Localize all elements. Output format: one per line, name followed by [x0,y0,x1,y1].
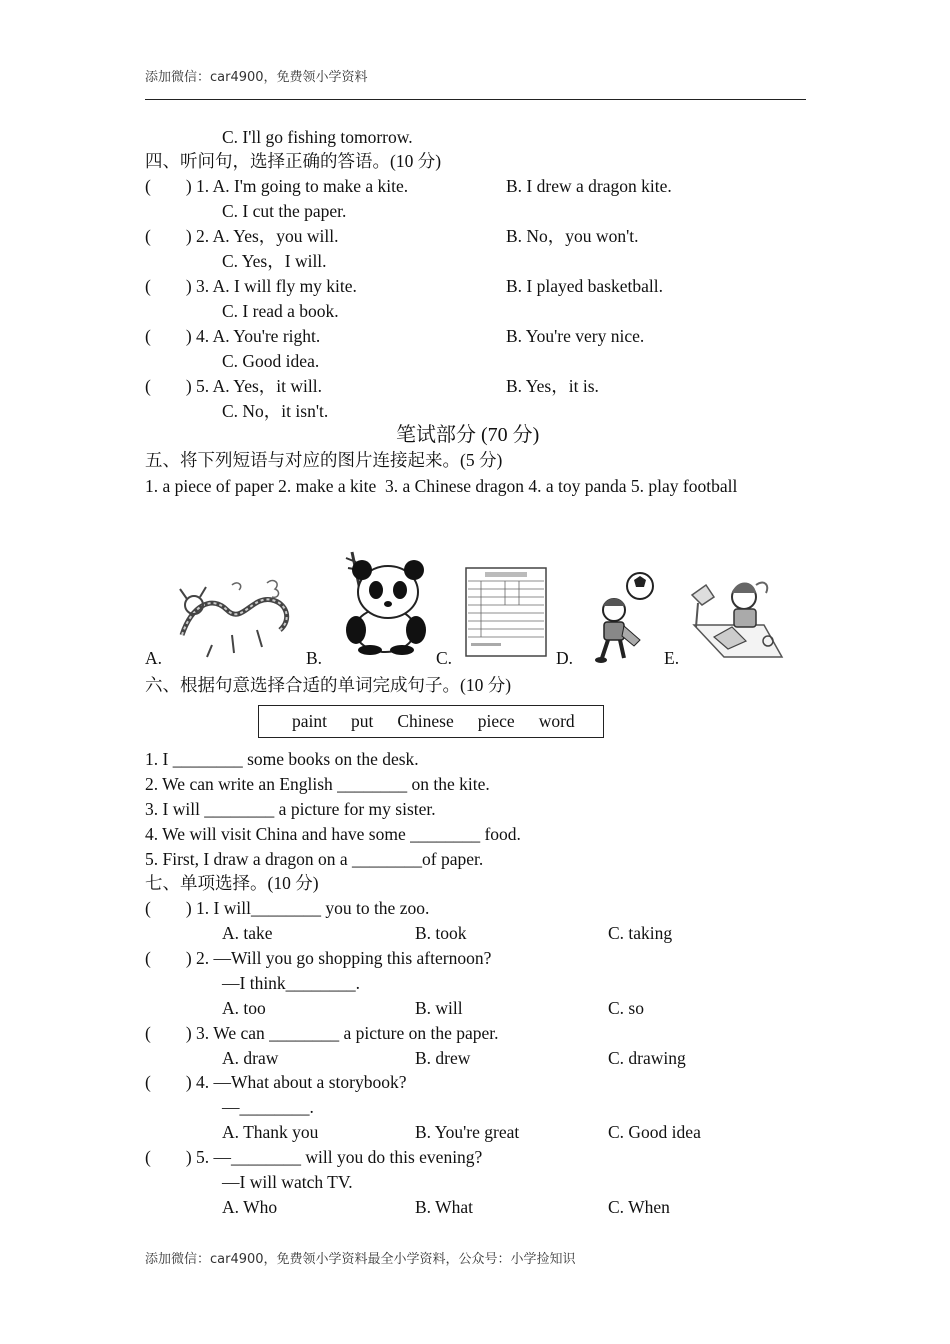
pic-label-c: C. [436,648,453,668]
s7-q1-a: A. take [222,923,273,943]
s6-sentence: 2. We can write an English ________ on the kite. [145,774,490,794]
section5-title: 五、将下列短语与对应的图片连接起来。(5 分) [145,450,503,470]
s4-q3: ( ) 3. A. I will fly my kite. [145,276,357,296]
s4-q3-c: C. I read a book. [222,301,339,321]
s4-q2: ( ) 2. A. Yes，you will. [145,226,339,246]
written-part-title: 笔试部分 (70 分) [396,424,540,446]
pic-label-b: B. [306,648,323,668]
pic-label-a: A. [145,648,163,668]
s7-q5-stem: ( ) 5. —________ will you do this evening? [145,1147,483,1167]
word-bank-item: Chinese [397,711,454,731]
word-bank-item: paint [292,711,327,731]
word-bank-item: word [538,711,575,731]
carry-over-option: C. I'll go fishing tomorrow. [222,127,413,147]
s7-q4-b: B. You're great [415,1122,520,1142]
s6-sentence: 5. First, I draw a dragon on a ________of paper. [145,849,484,869]
s4-q1: ( ) 1. A. I'm going to make a kite. [145,176,409,196]
header-divider [145,99,806,100]
s7-q4-c: C. Good idea [608,1122,701,1142]
s4-q4-b: B. You're very nice. [506,326,645,346]
s4-q3-b: B. I played basketball. [506,276,663,296]
s7-q3-a: A. draw [222,1048,279,1068]
play-football-picture [592,570,662,665]
section4-title: 四、听问句，选择正确的答语。(10 分) [145,151,442,171]
s4-q2-c: C. Yes，I will. [222,251,327,271]
pic-label-d: D. [556,648,574,668]
section7-title: 七、单项选择。(10 分) [145,873,319,893]
s7-q2-c: C. so [608,998,644,1018]
s7-q5-c: C. When [608,1197,670,1217]
s7-q3-b: B. drew [415,1048,471,1068]
s7-q1-stem: ( ) 1. I will________ you to the zoo. [145,898,430,918]
s4-q5-c: C. No，it isn't. [222,401,329,421]
s7-q5-b: B. What [415,1197,474,1217]
section5-phrases: 1. a piece of paper 2. make a kite 3. a Chinese dragon 4. a toy panda 5. play football [145,476,738,496]
s7-q2-a: A. too [222,998,266,1018]
word-bank-item: piece [477,711,515,731]
pic-label-e: E. [664,648,680,668]
s4-q1-b: B. I drew a dragon kite. [506,176,672,196]
chinese-dragon-picture [172,575,298,661]
s7-q2-stem: ( ) 2. —Will you go shopping this afternoon? [145,948,492,968]
s4-q2-b: B. No，you won't. [506,226,639,246]
s7-q1-c: C. taking [608,923,673,943]
s7-q2-b: B. will [415,998,463,1018]
s6-sentence: 3. I will ________ a picture for my sister. [145,799,436,819]
s4-q4-c: C. Good idea. [222,351,320,371]
page-footer: 添加微信：car4900，免费领小学资料最全小学资料，公众号：小学捡知识 [145,1252,576,1267]
make-a-kite-picture [684,575,786,661]
s7-q3-stem: ( ) 3. We can ________ a picture on the paper. [145,1023,499,1043]
s6-sentence: 1. I ________ some books on the desk. [145,749,419,769]
s7-q1-b: B. took [415,923,467,943]
toy-panda-picture [330,550,426,655]
s7-q4-reply: —________. [222,1097,314,1117]
s7-q5-a: A. Who [222,1197,278,1217]
s6-sentence: 4. We will visit China and have some ________ food. [145,824,521,844]
s4-q5-b: B. Yes，it is. [506,376,599,396]
page-header: 添加微信：car4900，免费领小学资料 [145,70,368,85]
s7-q4-a: A. Thank you [222,1122,319,1142]
word-bank-box [258,705,604,738]
s4-q5: ( ) 5. A. Yes，it will. [145,376,322,396]
section6-title: 六、根据句意选择合适的单词完成句子。(10 分) [145,675,512,695]
s7-q3-c: C. drawing [608,1048,686,1068]
word-bank-item: put [351,711,374,731]
s7-q2-reply: —I think________. [222,973,361,993]
s7-q4-stem: ( ) 4. —What about a storybook? [145,1072,407,1092]
s4-q4: ( ) 4. A. You're right. [145,326,321,346]
s7-q5-reply: —I will watch TV. [222,1172,353,1192]
piece-of-paper-picture [465,567,547,657]
s4-q1-c: C. I cut the paper. [222,201,347,221]
